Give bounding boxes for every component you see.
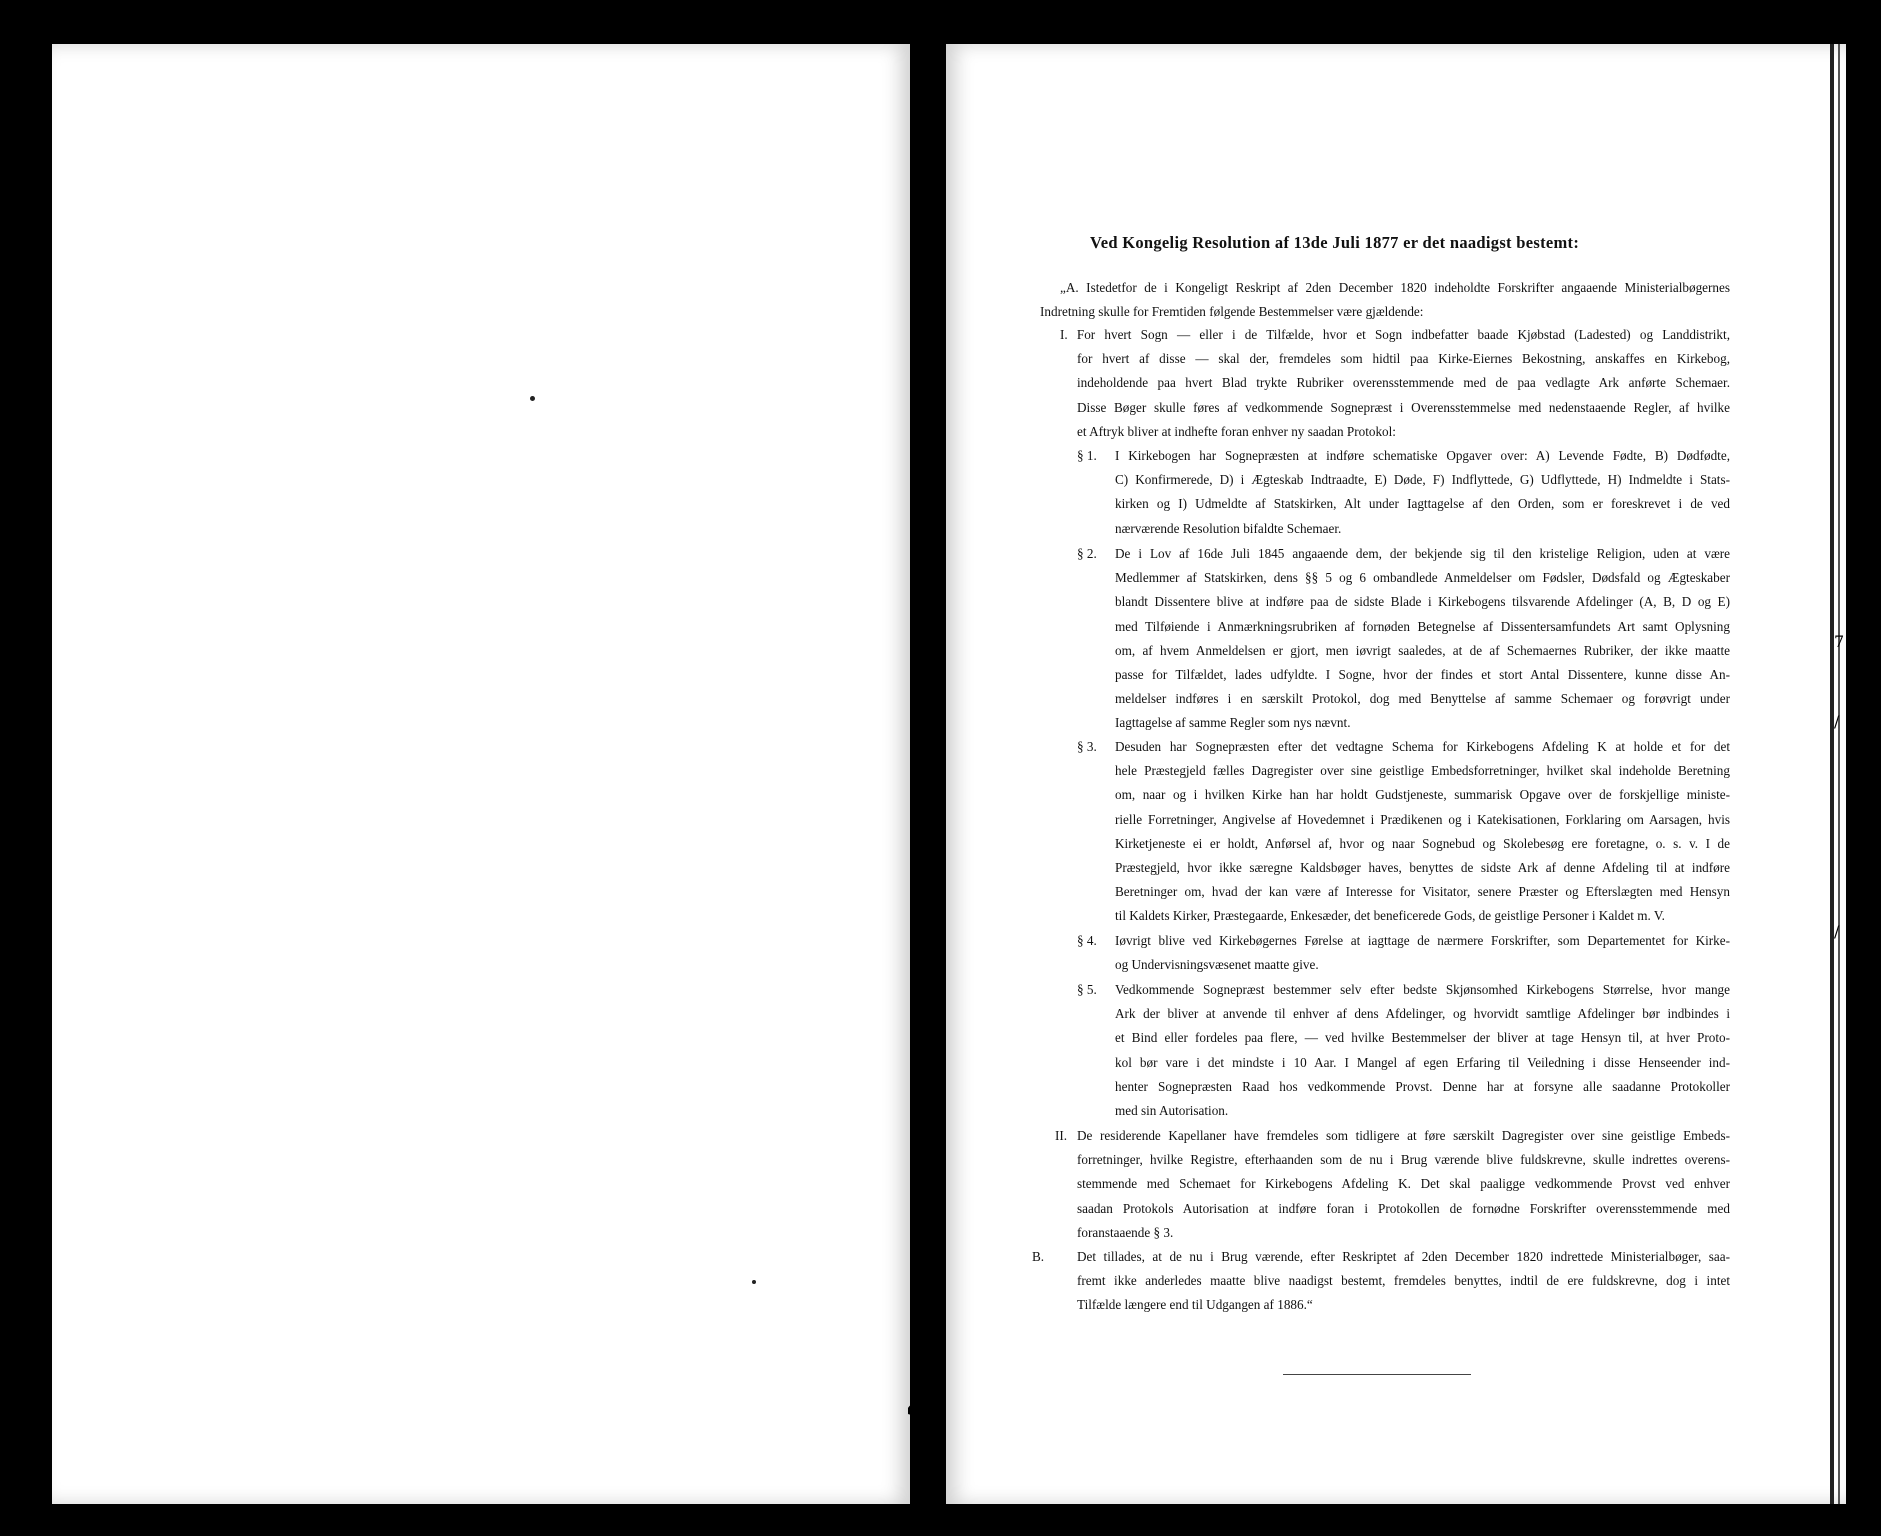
text-line: I Kirkebogen har Sognepræsten at indføre schematiske Opgaver over: A) Levende Fødte, B) Dødfødte, (1115, 448, 1730, 463)
text-line: Ark der bliver at anvende til enhver af dens Afdelinger, og hvorvidt samtlige Afdelinger bør indbindes i (1115, 1006, 1730, 1022)
text-line: Iøvrigt blive ved Kirkebøgernes Førelse at iagttage de nærmere Forskrifter, som Departementet for Kirke- (1115, 933, 1730, 948)
document-title: Ved Kongelig Resolution af 13de Juli 1877 er det naadigst bestemt: (1090, 233, 1580, 252)
text-line: stemmende med Schemaet for Kirkebogens Afdeling K. Det skal paaligge vedkommende Provst ved enhver (1077, 1176, 1730, 1192)
text-line: C) Konfirmerede, D) i Ægteskab Indtraadte, E) Døde, F) Indflyttede, G) Udflyttede, H) Indmeldte i Stats- (1115, 472, 1730, 488)
text-line: Indretning skulle for Fremtiden følgende Bestemmelser være gjældende: (1040, 304, 1424, 320)
closing-rule (1283, 1374, 1471, 1375)
text-line: kirken og I) Udmeldte af Statskirken, Alt under Iagttagelse af den Orden, som er foreskrevet i de ved (1115, 496, 1730, 512)
text-line: Iagttagelse af samme Regler som nys nævnt. (1115, 715, 1351, 731)
text-line: passe for Tilfældet, lades udfyldte. I Sogne, hvor der findes et stort Antal Dissentere, kunne disse An- (1115, 667, 1730, 682)
text-line: foranstaaende § 3. (1077, 1224, 1174, 1240)
text-line: forretninger, hvilke Registre, efterhaanden som de nu i Brug værende blive fuldskrevne, skulle indrettes overens- (1077, 1152, 1730, 1168)
text-line: Præstegjeld, hvor ikke særegne Kaldsbøger haves, benyttes de sidste Ark af denne Afdeling til at indføre (1115, 860, 1730, 875)
margin-mark: 7 (1834, 632, 1845, 651)
text-line: Vedkommende Sognepræst bestemmer selv efter bedste Skjønsomhed Kirkebogens Størrelse, hvor mange (1115, 982, 1730, 997)
book-spine (910, 30, 946, 1520)
margin-mark: / (1834, 712, 1840, 731)
text-line: hele Præstegjeld fælles Dagregister over sine geistlige Embedsforretninger, hvilket skal indeholde Beretning (1115, 763, 1730, 779)
left-page (52, 44, 910, 1504)
text-line: om, af hvem Anmeldelsen er gjort, men iøvrigt saaledes, at de af Schemaernes Rubriker, der ikke maatte (1115, 642, 1730, 658)
text-line: henter Sognepræsten Raad hos vedkommende Provst. Denne har at forsyne alle saadanne Protokoller (1115, 1078, 1730, 1094)
text-line: med Tilføiende i Anmærkningsrubriken af fornøden Betegnelse af Dissentersamfundets Art samt Oplysning (1115, 618, 1730, 634)
text-line: meldelser indføres i en særskilt Protokol, dog med Benyttelse af samme Schemaer og forøvrigt under (1115, 691, 1730, 707)
text-line: „A. Istedetfor de i Kongeligt Reskript af 2den December 1820 indeholdte Forskrifter angaaende Ministerialbøgernes (1060, 280, 1730, 295)
text-line: Kirketjeneste ei er holdt, Anførsel af, hvor og naar Sognebud og Skolebesøg ere foretagne, o. s. v. I de (1115, 835, 1730, 851)
text-line: rielle Forretninger, Angivelse af Hovedemnet i Prædikenen og i Katekisationen, Forklaring om Aarsagen, hvis (1115, 811, 1730, 827)
margin-mark: / (1834, 922, 1840, 941)
text-line: De i Lov af 16de Juli 1845 angaaende dem, der bekjende sig til den kristelige Religion, uden at være (1115, 546, 1730, 561)
text-line: Det tillades, at de nu i Brug værende, efter Reskriptet af 2den December 1820 indrettede Ministerialbøger, saa- (1077, 1249, 1730, 1264)
text-line: Medlemmer af Statskirken, dens §§ 5 og 6 ombandlede Anmeldelser om Fødsler, Dødsfald og Ægteskaber (1115, 570, 1730, 586)
text-line: indeholdende paa hvert Blad trykte Rubriker overensstemmende med de paa vedlagte Ark anførte Schemaer. (1077, 375, 1730, 391)
section-label: § 5. (1077, 982, 1097, 997)
section-label: II. (1055, 1128, 1068, 1143)
text-line: blandt Dissentere blive at indføre paa de sidste Blade i Kirkebogens tilsvarende Afdelinger (A, B, D og E) (1115, 594, 1730, 610)
text-line: med sin Autorisation. (1115, 1103, 1229, 1118)
text-line: De residerende Kapellaner have fremdeles som tidligere at føre særskilt Dagregister over sine geistlige Embeds- (1077, 1128, 1730, 1143)
text-line: I. For hvert Sogn — eller i de Tilfælde, hvor et Sogn indbefatter baade Kjøbstad (Ladested) og Landdistrikt, (1060, 327, 1730, 342)
section-label: § 2. (1077, 546, 1097, 561)
page-edge-line (1830, 44, 1834, 1504)
section-label: § 4. (1077, 933, 1097, 948)
text-line: Beretninger om, hvad der kan være af Interesse for Visitator, senere Præster og Efterslægten med Hensyn (1115, 884, 1730, 900)
ink-speck (530, 396, 535, 401)
text-line: saadan Protokols Autorisation at indføre foran i Protokollen de fornødne Forskrifter overensstemmende med (1077, 1200, 1730, 1216)
section-label: § 1. (1077, 448, 1097, 463)
text-line: og Undervisningsvæsenet maatte give. (1115, 957, 1319, 973)
section-label: B. (1032, 1249, 1045, 1264)
text-line: Desuden har Sognepræsten efter det vedtagne Schema for Kirkebogens Afdeling K at holde et for det (1115, 739, 1730, 754)
text-line: til Kaldets Kirker, Præstegaarde, Enkesæder, det beneficerede Gods, de geistlige Personer i Kaldet m. V. (1115, 908, 1665, 924)
text-line: nærværende Resolution bifaldte Schemaer. (1115, 520, 1342, 536)
text-line: for hvert af disse — skal der, fremdeles som hidtil paa Kirke-Eiernes Bekostning, anskaffes en Kirkebog, (1077, 351, 1730, 367)
text-line: et Bind eller fordeles paa flere, — ved hvilke Bestemmelser der bliver at tage Hensyn til, at hver Proto- (1115, 1030, 1730, 1046)
text-line: om, naar og i hvilken Kirke han har holdt Gudstjeneste, summarisk Opgave over de forskjellige ministe- (1115, 787, 1730, 803)
section-label: § 3. (1077, 739, 1097, 754)
text-line: et Aftryk bliver at indhefte foran enhver ny saadan Protokol: (1077, 423, 1396, 439)
text-line: fremt ikke anderledes maatte blive naadigst bestemt, fremdeles benyttes, indtil de ere fuldskrevne, dog i intet (1077, 1273, 1730, 1289)
page-edge-line (1838, 44, 1840, 1504)
text-line: Tilfælde længere end til Udgangen af 1886.“ (1077, 1297, 1313, 1313)
text-line: kol bør vare i det mindste i 10 Aar. I Mangel af egen Erfaring til Veiledning i disse Henseender ind- (1115, 1054, 1730, 1070)
text-line: Disse Bøger skulle føres af vedkommende Sognepræst i Overensstemmelse med nedenstaaende Regler, af hvilke (1077, 399, 1730, 415)
ink-speck (752, 1280, 756, 1284)
